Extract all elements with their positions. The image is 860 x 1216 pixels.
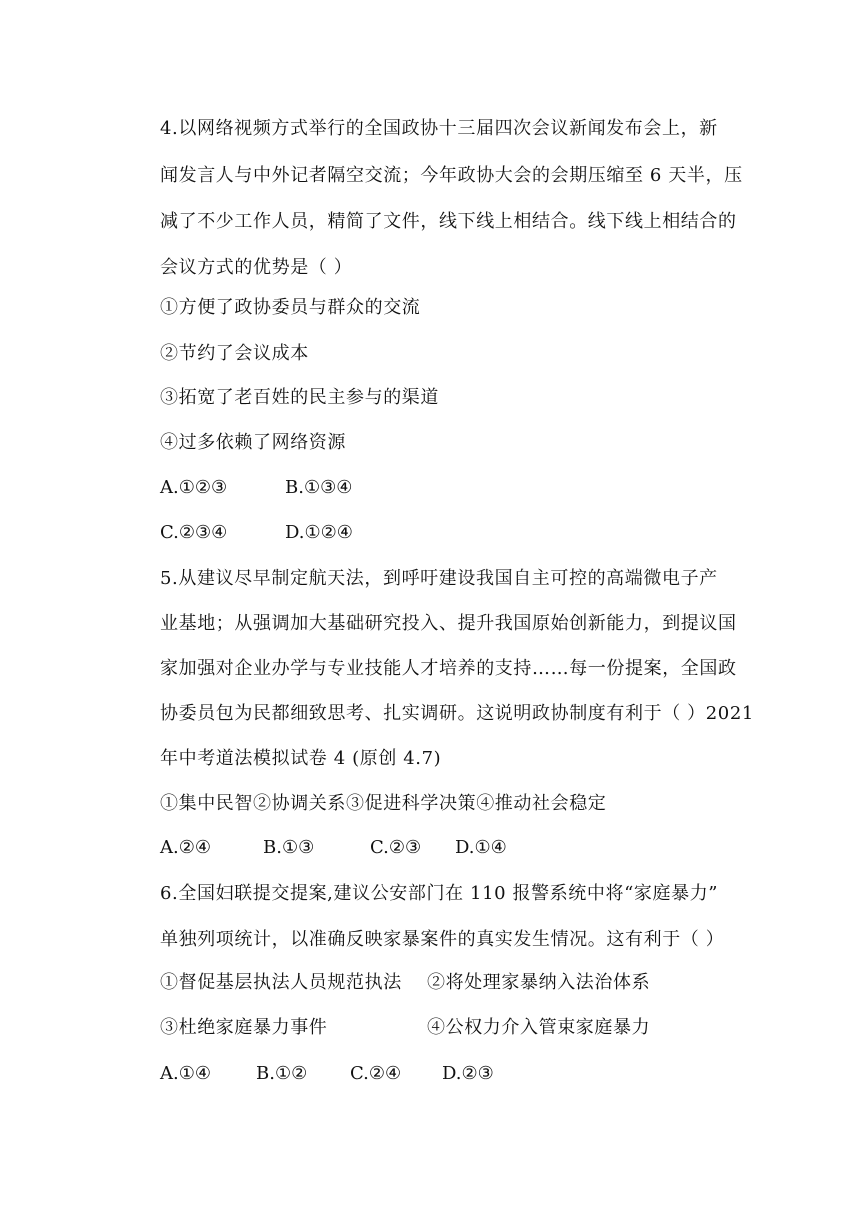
q5-option-c: C.②③	[370, 837, 422, 858]
q6-option-c: C.②④	[350, 1063, 402, 1084]
q6-item-4: ④公权力介入管束家庭暴力	[427, 1017, 651, 1038]
q4-stem-line-1: 4.以网络视频方式举行的全国政协十三届四次会议新闻发布会上，新	[160, 118, 718, 139]
q6-stem-line-2: 单独列项统计，以准确反映家暴案件的真实发生情况。这有利于（ ）	[160, 929, 725, 950]
q4-option-b: B.①③④	[285, 477, 353, 498]
q6-option-a: A.①④	[160, 1063, 211, 1084]
q4-stem-line-4: 会议方式的优势是（ ）	[160, 257, 353, 278]
q5-stem-line-3: 家加强对企业办学与专业技能人才培养的支持……每一份提案，全国政	[160, 658, 737, 679]
q5-option-a: A.②④	[160, 837, 211, 858]
q5-option-b: B.①③	[263, 837, 315, 858]
q5-stem-line-2: 业基地；从强调加大基础研究投入、提升我国原始创新能力，到提议国	[160, 613, 737, 634]
q6-stem-line-1: 6.全国妇联提交提案,建议公安部门在 110 报警系统中将“家庭暴力”	[160, 883, 719, 904]
q6-option-d: D.②③	[442, 1063, 494, 1084]
q4-item-3: ③拓宽了老百姓的民主参与的渠道	[160, 387, 439, 408]
q5-item-1: ①集中民智②协调关系③促进科学决策④推动社会稳定	[160, 793, 607, 814]
q5-stem-line-1: 5.从建议尽早制定航天法，到呼吁建设我国自主可控的高端微电子产	[160, 568, 718, 589]
q4-option-c: C.②③④	[160, 522, 228, 543]
q6-option-b: B.①②	[256, 1063, 308, 1084]
q5-stem-line-4: 协委员包为民都细致思考、扎实调研。这说明政协制度有利于（ ）2021	[160, 703, 754, 724]
q6-item-2: ②将处理家暴纳入法治体系	[427, 972, 651, 993]
q6-item-1: ①督促基层执法人员规范执法	[160, 972, 402, 993]
q5-option-d: D.①④	[455, 837, 507, 858]
q4-option-a: A.①②③	[160, 477, 228, 498]
q4-stem-line-2: 闻发言人与中外记者隔空交流；今年政协大会的会期压缩至 6 天半，压	[160, 165, 743, 186]
q4-item-1: ①方便了政协委员与群众的交流	[160, 297, 421, 318]
q5-stem-line-5: 年中考道法模拟试卷 4 (原创 4.7)	[160, 748, 442, 769]
q6-item-3: ③杜绝家庭暴力事件	[160, 1017, 328, 1038]
q4-item-4: ④过多依赖了网络资源	[160, 432, 346, 453]
q4-item-2: ②节约了会议成本	[160, 343, 309, 364]
q4-option-d: D.①②④	[285, 522, 353, 543]
q4-stem-line-3: 减了不少工作人员，精简了文件，线下线上相结合。线下线上相结合的	[160, 211, 737, 232]
